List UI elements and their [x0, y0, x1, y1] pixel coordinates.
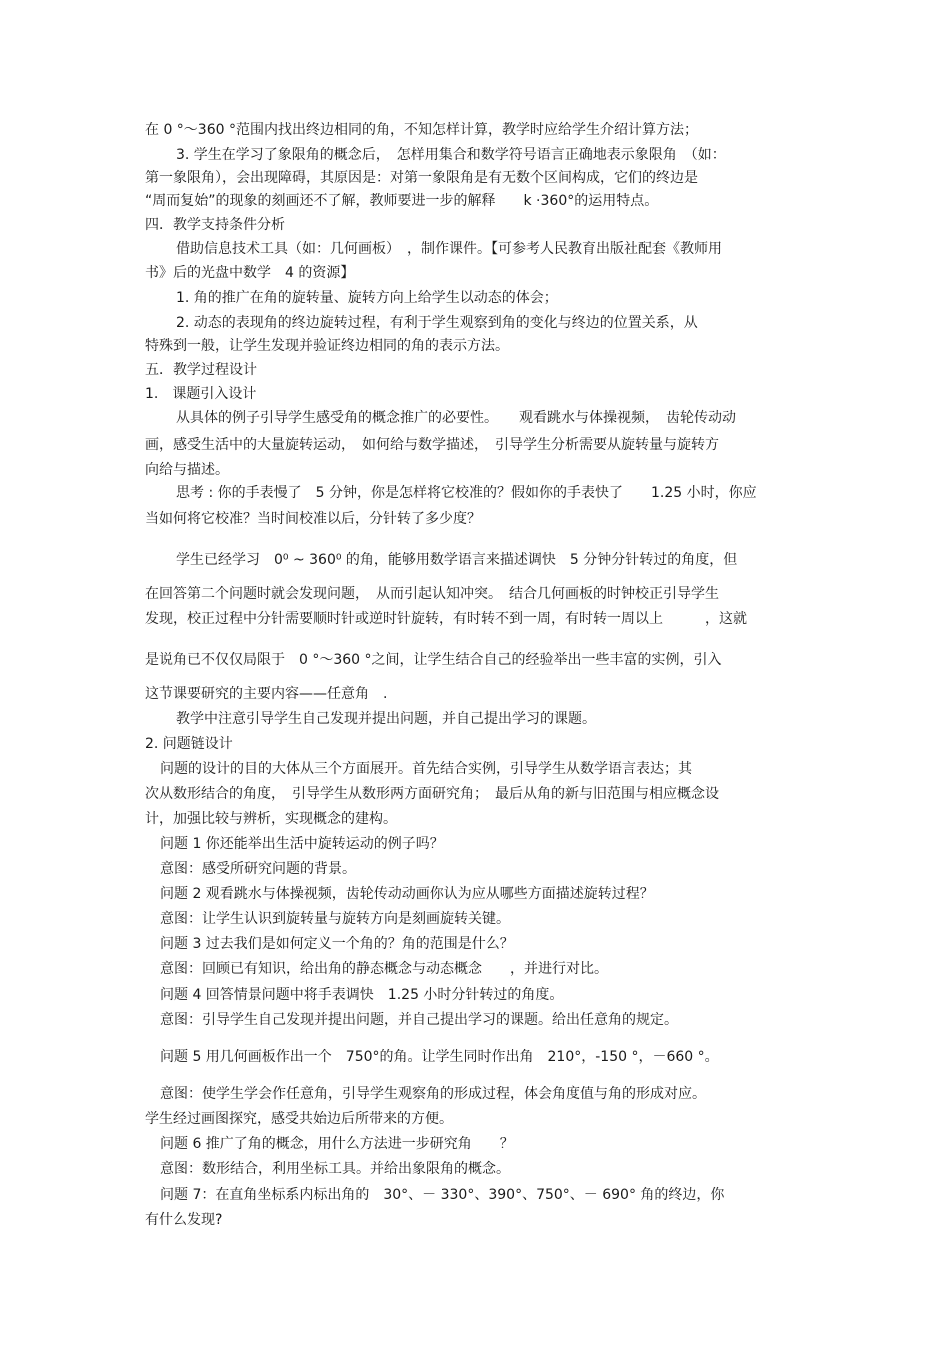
text-line: 思考 : 你的手表慢了 5 分钟，你是怎样将它校准的？假如你的手表快了 1.25 小时，你应 — [176, 485, 757, 501]
text-line: 次从数形结合的角度， 引导学生从数形两方面研究角； 最后从角的新与旧范围与相应概念设 — [145, 786, 719, 802]
question-line: 问题 3 过去我们是如何定义一个角的？角的范围是什么？ — [160, 936, 514, 952]
intent-line: 意图：让学生认识到旋转量与旋转方向是刻画旋转关键。 — [160, 911, 510, 927]
text-line: 有什么发现? — [145, 1212, 223, 1228]
text-line: 学生已经学习 0⁰ ~ 360⁰ 的角，能够用数学语言来描述调快 5 分钟分针转过的角度，但 — [176, 552, 738, 568]
text-line: 1. 角的推广在角的旋转量、旋转方向上给学生以动态的体会； — [176, 290, 558, 306]
intent-line: 意图：使学生学会作任意角，引导学生观察角的形成过程，体会角度值与角的形成对应。 — [160, 1086, 706, 1102]
question-line: 问题 7：在直角坐标系内标出角的 30°、－ 330°、390°、750°、－ 690° 角的终边，你 — [160, 1187, 725, 1203]
text-line: 画，感受生活中的大量旋转运动， 如何给与数学描述， 引导学生分析需要从旋转量与旋转方 — [145, 437, 719, 453]
intent-line: 意图：引导学生自己发现并提出问题，并自己提出学习的课题。给出任意角的规定。 — [160, 1012, 678, 1028]
text-line: 是说角已不仅仅局限于 0 °～360 °之间，让学生结合自己的经验举出一些丰富的实例，引入 — [145, 652, 722, 668]
text-line: 这节课要研究的主要内容——任意角 . — [145, 686, 388, 702]
text-line: 3. 学生在学习了象限角的概念后， 怎样用集合和数学符号语言正确地表示象限角 （如： — [176, 147, 726, 163]
intent-line: 意图：回顾已有知识，给出角的静态概念与动态概念 ，并进行对比。 — [160, 961, 608, 977]
text-line: 问题的设计的目的大体从三个方面展开。首先结合实例，引导学生从数学语言表达；其 — [160, 761, 692, 777]
text-line: 学生经过画图探究，感受共始边后所带来的方便。 — [145, 1111, 453, 1127]
text-line: 书》后的光盘中数学 4 的资源】 — [145, 265, 355, 281]
question-line: 问题 1 你还能举出生活中旋转运动的例子吗？ — [160, 836, 444, 852]
text-line: 从具体的例子引导学生感受角的概念推广的必要性。 观看跳水与体操视频， 齿轮传动动 — [176, 410, 736, 426]
text-line: 向给与描述。 — [145, 462, 229, 478]
text-line: 当如何将它校准？当时间校准以后，分针转了多少度？ — [145, 511, 481, 527]
intent-line: 意图：感受所研究问题的背景。 — [160, 861, 356, 877]
text-line: 借助信息技术工具（如：几何画板） ，制作课件。【可参考人民教育出版社配套《教师用 — [176, 241, 722, 257]
question-line: 问题 6 推广了角的概念，用什么方法进一步研究角 ？ — [160, 1136, 514, 1152]
intent-line: 意图：数形结合，利用坐标工具。并给出象限角的概念。 — [160, 1161, 510, 1177]
question-line: 问题 5 用几何画板作出一个 750°的角。让学生同时作出角 210°，-150 °，－660 °。 — [160, 1049, 719, 1065]
text-line: 2. 动态的表现角的终边旋转过程，有利于学生观察到角的变化与终边的位置关系，从 — [176, 315, 698, 331]
question-line: 问题 4 回答情景问题中将手表调快 1.25 小时分针转过的角度。 — [160, 987, 564, 1003]
section-heading: 五．教学过程设计 — [145, 362, 257, 378]
text-line: 在回答第二个问题时就会发现问题， 从而引起认知冲突。 结合几何画板的时钟校正引导学生 — [145, 586, 719, 602]
text-line: 第一象限角），会出现障碍，其原因是：对第一象限角是有无数个区间构成，它们的终边是 — [145, 170, 698, 186]
question-line: 问题 2 观看跳水与体操视频，齿轮传动动画你认为应从哪些方面描述旋转过程？ — [160, 886, 654, 902]
section-heading: 四．教学支持条件分析 — [145, 217, 285, 233]
text-line: 教学中注意引导学生自己发现并提出问题，并自己提出学习的课题。 — [176, 711, 596, 727]
subsection-heading: 2. 问题链设计 — [145, 736, 233, 752]
subsection-heading: 1. 课题引入设计 — [145, 386, 257, 402]
text-line: 计，加强比较与辨析，实现概念的建构。 — [145, 811, 397, 827]
text-line: “周而复始”的现象的刻画还不了解，教师要进一步的解释 k ·360°的运用特点。 — [145, 193, 659, 209]
text-line: 发现，校正过程中分针需要顺时针或逆时针旋转，有时转不到一周，有时转一周以上 ，这就 — [145, 611, 747, 627]
text-line: 特殊到一般，让学生发现并验证终边相同的角的表示方法。 — [145, 338, 509, 354]
text-line: 在 0 °～360 °范围内找出终边相同的角，不知怎样计算，教学时应给学生介绍计算方法； — [145, 122, 698, 138]
